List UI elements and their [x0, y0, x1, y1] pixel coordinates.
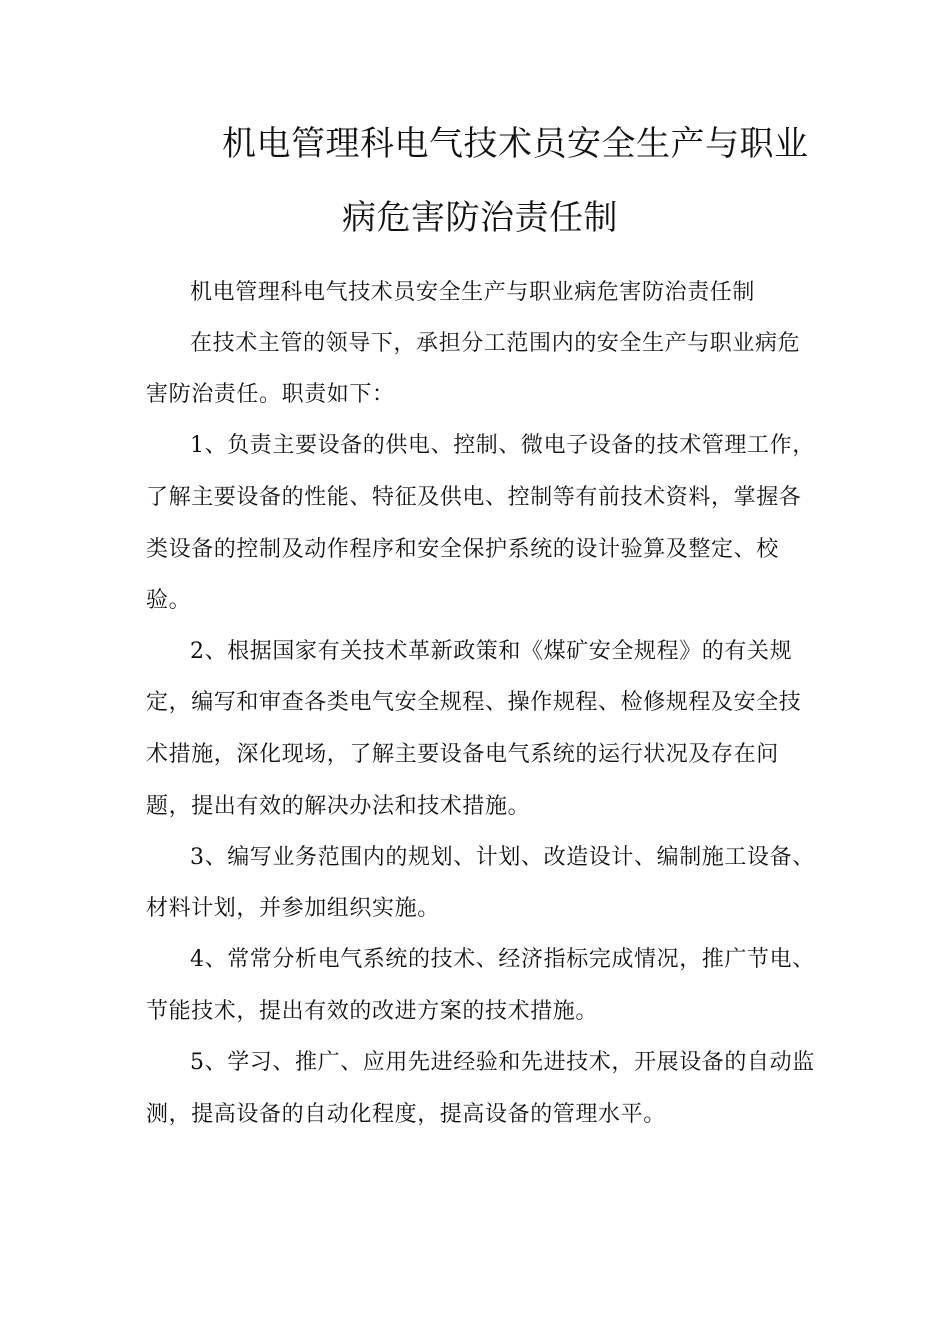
- item-4-line-2: 节能技术，提出有效的改进方案的技术措施。: [146, 999, 599, 1024]
- item-1-line-2: 了解主要设备的性能、特征及供电、控制等有前技术资料，掌握各: [146, 485, 802, 510]
- item-5-line-1: 5、学习、推广、应用先进经验和先进技术，开展设备的自动监: [190, 1050, 815, 1075]
- item-1-line-1: 1、负责主要设备的供电、控制、微电子设备的技术管理工作，: [190, 433, 815, 458]
- intro-line-1: 在技术主管的领导下，承担分工范围内的安全生产与职业病危: [190, 331, 801, 356]
- item-1-line-4: 验。: [146, 588, 192, 613]
- item-3-line-2: 材料计划，并参加组织实施。: [146, 896, 440, 921]
- item-2-line-2: 定，编写和审查各类电气安全规程、操作规程、检修规程及安全技: [146, 690, 802, 715]
- item-1-line-3: 类设备的控制及动作程序和安全保护系统的设计验算及整定、校: [146, 537, 779, 562]
- document-title-line-1: 机电管理科电气技术员安全生产与职业: [222, 124, 809, 164]
- item-3-line-1: 3、编写业务范围内的规划、计划、改造设计、编制施工设备、: [190, 845, 815, 870]
- intro-line-2: 害防治责任。职责如下：: [146, 382, 395, 407]
- item-2-line-4: 题，提出有效的解决办法和技术措施。: [146, 794, 531, 819]
- item-2-line-1: 2、根据国家有关技术革新政策和《煤矿安全规程》的有关规: [190, 639, 793, 664]
- document-title-line-2: 病危害防治责任制: [342, 198, 618, 238]
- item-4-line-1: 4、常常分析电气系统的技术、经济指标完成情况，推广节电、: [190, 947, 815, 972]
- item-2-line-3: 术措施，深化现场，了解主要设备电气系统的运行状况及存在问: [146, 742, 779, 767]
- document-subtitle: 机电管理科电气技术员安全生产与职业病危害防治责任制: [190, 280, 756, 305]
- item-5-line-2: 测，提高设备的自动化程度，提高设备的管理水平。: [146, 1102, 666, 1127]
